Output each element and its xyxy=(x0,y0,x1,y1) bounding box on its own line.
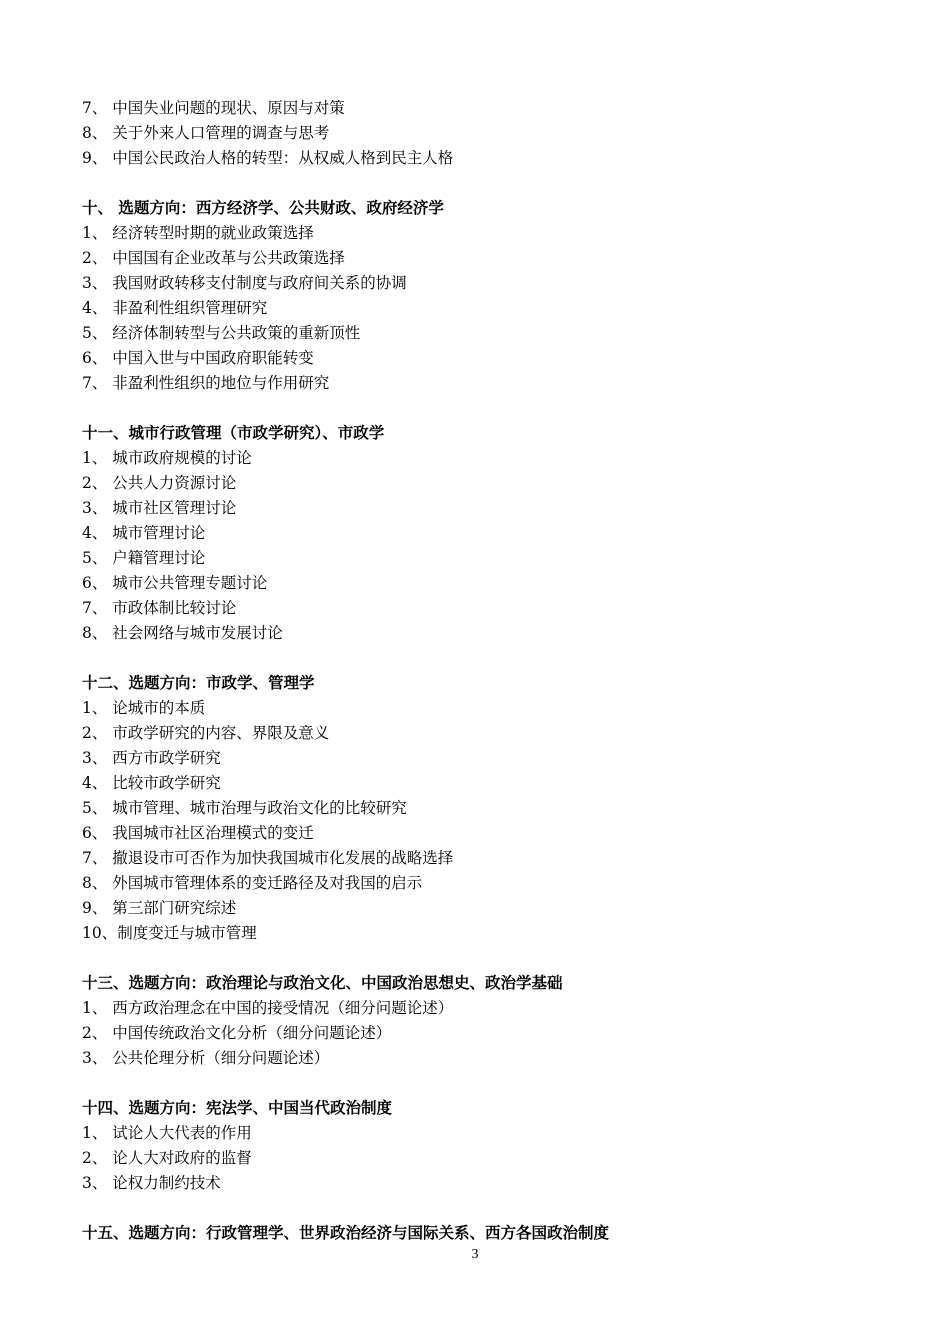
list-item: 7、 中国失业问题的现状、原因与对策 xyxy=(82,99,345,117)
list-item: 3、 西方市政学研究 xyxy=(82,749,221,767)
section-12 xyxy=(82,671,882,946)
list-item: 2、 市政学研究的内容、界限及意义 xyxy=(82,724,330,742)
list-item: 7、 撤退设市可否作为加快我国城市化发展的战略选择 xyxy=(82,849,454,867)
list-item: 2、 公共人力资源讨论 xyxy=(82,474,237,492)
section-10 xyxy=(82,196,882,396)
list-item: 3、 公共伦理分析（细分问题论述） xyxy=(82,1049,330,1067)
section-continued xyxy=(82,96,882,171)
list-item: 5、 城市管理、城市治理与政治文化的比较研究 xyxy=(82,799,407,817)
section-15 xyxy=(82,1221,882,1246)
section-heading: 十一、城市行政管理（市政学研究）、市政学 xyxy=(82,424,385,442)
list-item: 8、 关于外来人口管理的调查与思考 xyxy=(82,124,330,142)
section-heading: 十五、选题方向：行政管理学、世界政治经济与国际关系、西方各国政治制度 xyxy=(82,1224,610,1242)
list-item: 8、 外国城市管理体系的变迁路径及对我国的启示 xyxy=(82,874,423,892)
list-item: 10、制度变迁与城市管理 xyxy=(82,924,257,942)
list-item: 9、 中国公民政治人格的转型：从权威人格到民主人格 xyxy=(82,149,454,167)
section-11 xyxy=(82,421,882,646)
list-item: 8、 社会网络与城市发展讨论 xyxy=(82,624,283,642)
section-heading: 十、 选题方向：西方经济学、公共财政、政府经济学 xyxy=(82,199,444,217)
list-item: 3、 城市社区管理讨论 xyxy=(82,499,237,517)
list-item: 1、 西方政治理念在中国的接受情况（细分问题论述） xyxy=(82,999,454,1017)
list-item: 9、 第三部门研究综述 xyxy=(82,899,237,917)
list-item: 1、 城市政府规模的讨论 xyxy=(82,449,252,467)
list-item: 6、 中国入世与中国政府职能转变 xyxy=(82,349,314,367)
page-number: 3 xyxy=(471,1247,479,1262)
list-item: 2、 论人大对政府的监督 xyxy=(82,1149,252,1167)
list-item: 3、 论权力制约技术 xyxy=(82,1174,221,1192)
list-item: 5、 经济体制转型与公共政策的重新顶性 xyxy=(82,324,361,342)
list-item: 7、 市政体制比较讨论 xyxy=(82,599,237,617)
list-item: 2、 中国国有企业改革与公共政策选择 xyxy=(82,249,345,267)
list-item: 2、 中国传统政治文化分析（细分问题论述） xyxy=(82,1024,392,1042)
list-item: 1、 经济转型时期的就业政策选择 xyxy=(82,224,314,242)
list-item: 6、 我国城市社区治理模式的变迁 xyxy=(82,824,314,842)
section-13 xyxy=(82,971,882,1071)
list-item: 5、 户籍管理讨论 xyxy=(82,549,206,567)
section-14 xyxy=(82,1096,882,1196)
list-item: 1、 试论人大代表的作用 xyxy=(82,1124,252,1142)
list-item: 7、 非盈利性组织的地位与作用研究 xyxy=(82,374,330,392)
list-item: 4、 比较市政学研究 xyxy=(82,774,221,792)
list-item: 6、 城市公共管理专题讨论 xyxy=(82,574,268,592)
list-item: 3、 我国财政转移支付制度与政府间关系的协调 xyxy=(82,274,407,292)
section-heading: 十二、选题方向：市政学、管理学 xyxy=(82,674,315,692)
list-item: 1、 论城市的本质 xyxy=(82,699,206,717)
document-body xyxy=(82,96,882,1246)
section-heading: 十四、选题方向：宪法学、中国当代政治制度 xyxy=(82,1099,393,1117)
section-heading: 十三、选题方向：政治理论与政治文化、中国政治思想史、政治学基础 xyxy=(82,974,563,992)
list-item: 4、 城市管理讨论 xyxy=(82,524,206,542)
list-item: 4、 非盈利性组织管理研究 xyxy=(82,299,268,317)
